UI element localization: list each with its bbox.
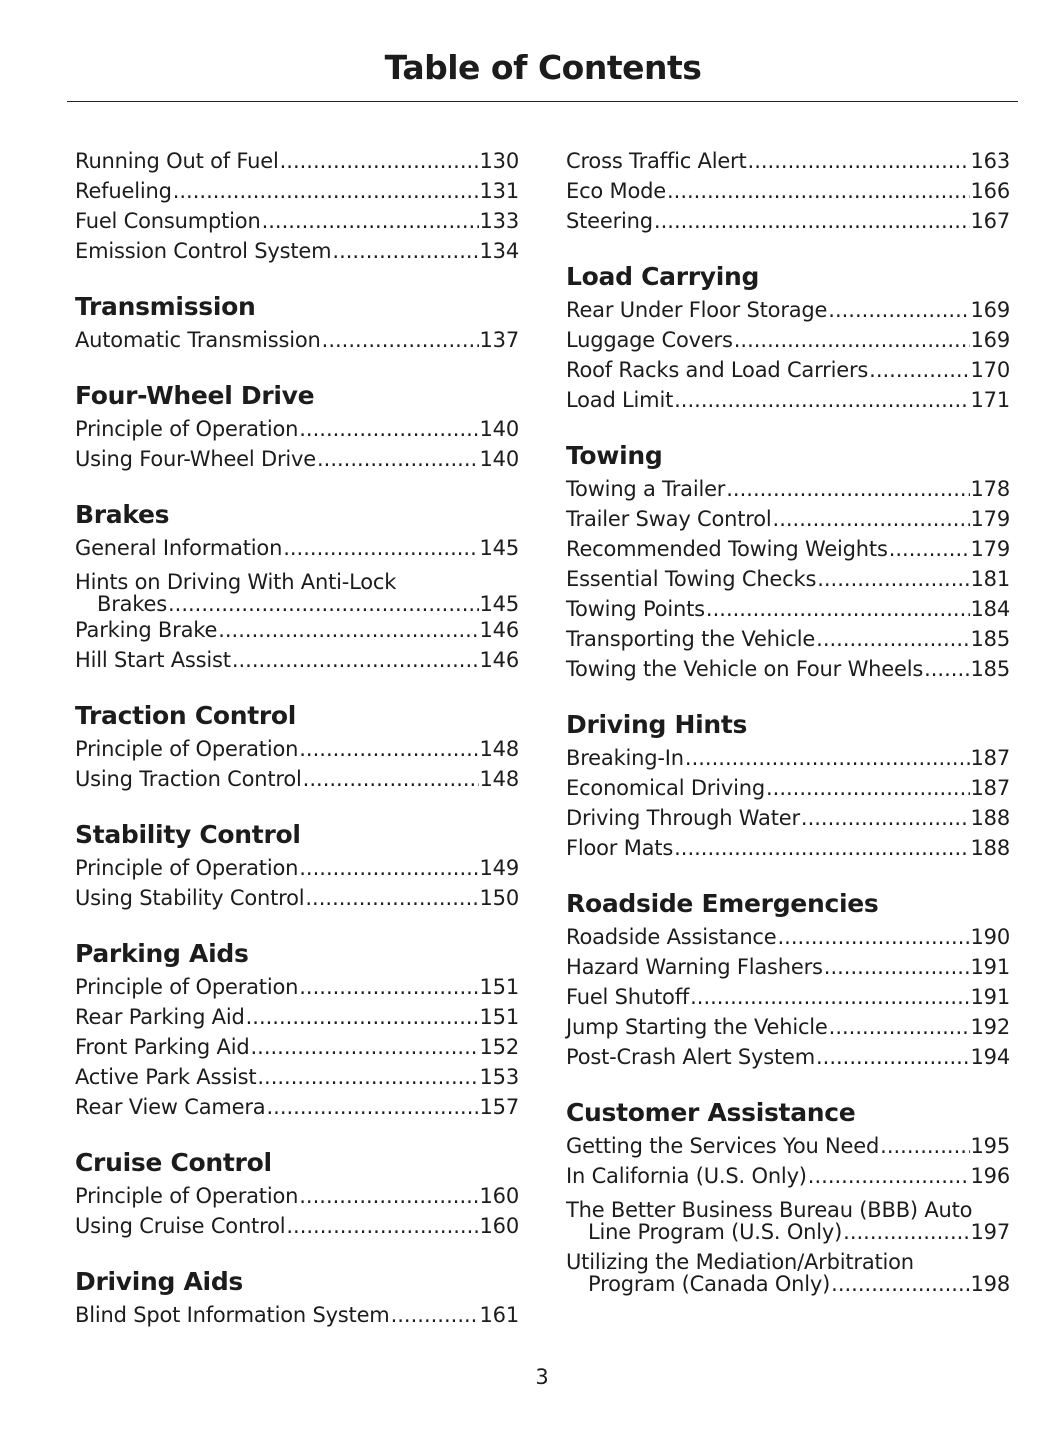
entry-title-line1: Hints on Driving With Anti-Lock bbox=[75, 570, 397, 594]
entry-title: Rear Under Floor Storage bbox=[566, 298, 828, 322]
entry-title-line1: The Better Business Bureau (BBB) Auto bbox=[566, 1198, 973, 1222]
dot-leader bbox=[250, 1032, 478, 1062]
toc-entry[interactable] bbox=[75, 1092, 519, 1122]
section-heading: Traction Control bbox=[75, 701, 297, 730]
dot-leader bbox=[299, 853, 478, 883]
entry-title: Transporting the Vehicle bbox=[566, 627, 816, 651]
dot-leader bbox=[766, 773, 970, 803]
dot-leader bbox=[391, 1300, 479, 1330]
entry-page-number: 134 bbox=[479, 239, 519, 263]
entry-title: Rear View Camera bbox=[75, 1095, 266, 1119]
dot-leader bbox=[168, 593, 479, 615]
dot-leader bbox=[773, 504, 970, 534]
entry-title: Luggage Covers bbox=[566, 328, 733, 352]
entry-page-number: 191 bbox=[970, 955, 1010, 979]
toc-entry[interactable] bbox=[566, 982, 1010, 1012]
toc-section-load-carrying bbox=[566, 261, 1010, 415]
toc-entry[interactable] bbox=[566, 952, 1010, 982]
toc-section-continued bbox=[566, 146, 1010, 236]
entry-title: Essential Towing Checks bbox=[566, 567, 817, 591]
entry-title: Cross Traffic Alert bbox=[566, 149, 747, 173]
entry-title: Hazard Warning Flashers bbox=[566, 955, 823, 979]
entry-title: Brakes bbox=[97, 592, 167, 616]
toc-entry[interactable] bbox=[566, 1042, 1010, 1072]
entry-title-line2 bbox=[75, 593, 519, 615]
dot-leader bbox=[924, 654, 969, 684]
entry-page-number: 160 bbox=[479, 1214, 519, 1238]
entry-title: Principle of Operation bbox=[75, 737, 299, 761]
toc-entry[interactable] bbox=[75, 325, 519, 355]
toc-section-towing bbox=[566, 440, 1010, 684]
entry-page-number: 188 bbox=[970, 836, 1010, 860]
entry-page-number: 161 bbox=[479, 1303, 519, 1327]
toc-entry[interactable] bbox=[75, 1062, 519, 1092]
dot-leader bbox=[801, 803, 970, 833]
dot-leader bbox=[674, 385, 969, 415]
toc-entry[interactable] bbox=[566, 594, 1010, 624]
entry-title: In California (U.S. Only) bbox=[566, 1164, 807, 1188]
section-heading: Transmission bbox=[75, 292, 256, 321]
toc-entry[interactable] bbox=[566, 176, 1010, 206]
section-heading: Load Carrying bbox=[566, 262, 760, 291]
dot-leader bbox=[778, 922, 970, 952]
entry-page-number: 166 bbox=[970, 179, 1010, 203]
entry-page-number: 140 bbox=[479, 417, 519, 441]
entry-title: Principle of Operation bbox=[75, 975, 299, 999]
dot-leader bbox=[889, 534, 970, 564]
entry-page-number: 192 bbox=[970, 1015, 1010, 1039]
page-number: 3 bbox=[535, 1365, 549, 1389]
dot-leader bbox=[824, 952, 970, 982]
dot-leader bbox=[257, 1062, 478, 1092]
toc-entry[interactable] bbox=[75, 1181, 519, 1211]
entry-title: Jump Starting the Vehicle bbox=[566, 1015, 828, 1039]
toc-section-four-wheel-drive bbox=[75, 380, 519, 474]
entry-page-number: 131 bbox=[479, 179, 519, 203]
entry-page-number: 196 bbox=[970, 1164, 1010, 1188]
dot-leader bbox=[246, 1002, 479, 1032]
entry-title: Towing a Trailer bbox=[566, 477, 726, 501]
entry-title: Recommended Towing Weights bbox=[566, 537, 888, 561]
dot-leader bbox=[843, 1221, 969, 1243]
toc-section-traction-control bbox=[75, 700, 519, 794]
dot-leader bbox=[262, 206, 479, 236]
section-heading: Driving Hints bbox=[566, 710, 748, 739]
dot-leader bbox=[690, 982, 969, 1012]
toc-section-continued bbox=[75, 146, 519, 266]
entry-page-number: 185 bbox=[970, 657, 1010, 681]
entry-title: Principle of Operation bbox=[75, 417, 299, 441]
entry-page-number: 185 bbox=[970, 627, 1010, 651]
section-heading: Driving Aids bbox=[75, 1267, 244, 1296]
entry-title: Eco Mode bbox=[566, 179, 666, 203]
toc-entry[interactable] bbox=[75, 533, 519, 563]
entry-title-line2 bbox=[566, 1221, 1010, 1243]
entry-title: Rear Parking Aid bbox=[75, 1005, 245, 1029]
entry-page-number: 151 bbox=[479, 1005, 519, 1029]
dot-leader bbox=[726, 474, 969, 504]
entry-title: Economical Driving bbox=[566, 776, 765, 800]
toc-entry[interactable] bbox=[566, 1191, 1010, 1243]
entry-title: Using Cruise Control bbox=[75, 1214, 286, 1238]
toc-entry[interactable] bbox=[566, 295, 1010, 325]
toc-entry[interactable] bbox=[566, 743, 1010, 773]
entry-title: General Information bbox=[75, 536, 283, 560]
dot-leader bbox=[232, 645, 479, 675]
entry-title: Floor Mats bbox=[566, 836, 674, 860]
dot-leader bbox=[305, 883, 478, 913]
entry-title: Fuel Consumption bbox=[75, 209, 261, 233]
section-heading: Stability Control bbox=[75, 820, 301, 849]
entry-page-number: 163 bbox=[970, 149, 1010, 173]
entry-title: Using Four-Wheel Drive bbox=[75, 447, 316, 471]
toc-entry[interactable] bbox=[566, 1131, 1010, 1161]
toc-section-parking-aids bbox=[75, 938, 519, 1122]
toc-entry[interactable] bbox=[566, 624, 1010, 654]
section-heading: Customer Assistance bbox=[566, 1098, 856, 1127]
entry-page-number: 198 bbox=[970, 1272, 1010, 1296]
dot-leader bbox=[706, 594, 970, 624]
entry-title: Fuel Shutoff bbox=[566, 985, 690, 1009]
dot-leader bbox=[734, 325, 970, 355]
toc-entry[interactable] bbox=[75, 615, 519, 645]
dot-leader bbox=[299, 1181, 478, 1211]
entry-page-number: 178 bbox=[970, 477, 1010, 501]
entry-page-number: 130 bbox=[479, 149, 519, 173]
entry-title: Trailer Sway Control bbox=[566, 507, 772, 531]
toc-entry[interactable] bbox=[566, 803, 1010, 833]
section-heading: Four-Wheel Drive bbox=[75, 381, 315, 410]
entry-title: Towing the Vehicle on Four Wheels bbox=[566, 657, 924, 681]
dot-leader bbox=[880, 1131, 969, 1161]
toc-entry[interactable] bbox=[75, 1032, 519, 1062]
entry-page-number: 145 bbox=[479, 536, 519, 560]
entry-title: Front Parking Aid bbox=[75, 1035, 250, 1059]
entry-title: Using Stability Control bbox=[75, 886, 305, 910]
entry-page-number: 195 bbox=[970, 1134, 1010, 1158]
entry-page-number: 197 bbox=[970, 1220, 1010, 1244]
entry-page-number: 148 bbox=[479, 767, 519, 791]
toc-section-cruise-control bbox=[75, 1147, 519, 1241]
entry-title: Parking Brake bbox=[75, 618, 218, 642]
entry-page-number: 152 bbox=[479, 1035, 519, 1059]
entry-page-number: 153 bbox=[479, 1065, 519, 1089]
entry-page-number: 137 bbox=[479, 328, 519, 352]
entry-page-number: 133 bbox=[479, 209, 519, 233]
entry-title: Line Program (U.S. Only) bbox=[588, 1220, 843, 1244]
entry-page-number: 171 bbox=[970, 388, 1010, 412]
dot-leader bbox=[816, 624, 969, 654]
toc-section-driving-hints bbox=[566, 709, 1010, 863]
toc-section-roadside-emergencies bbox=[566, 888, 1010, 1072]
toc-entry[interactable] bbox=[75, 146, 519, 176]
entry-page-number: 169 bbox=[970, 328, 1010, 352]
dot-leader bbox=[299, 972, 478, 1002]
toc-left-column bbox=[75, 146, 519, 1355]
entry-page-number: 146 bbox=[479, 618, 519, 642]
dot-leader bbox=[674, 833, 969, 863]
entry-title: Load Limit bbox=[566, 388, 674, 412]
toc-entry[interactable] bbox=[566, 564, 1010, 594]
dot-leader bbox=[280, 146, 479, 176]
section-heading: Towing bbox=[566, 441, 663, 470]
toc-entry[interactable] bbox=[75, 734, 519, 764]
toc-entry[interactable] bbox=[566, 1161, 1010, 1191]
entry-page-number: 140 bbox=[479, 447, 519, 471]
toc-entry[interactable] bbox=[566, 206, 1010, 236]
entry-page-number: 184 bbox=[970, 597, 1010, 621]
toc-right-column bbox=[566, 146, 1010, 1320]
toc-entry[interactable] bbox=[75, 444, 519, 474]
entry-title: Program (Canada Only) bbox=[588, 1272, 831, 1296]
entry-title: Emission Control System bbox=[75, 239, 332, 263]
entry-page-number: 160 bbox=[479, 1184, 519, 1208]
dot-leader bbox=[829, 1012, 970, 1042]
entry-page-number: 187 bbox=[970, 776, 1010, 800]
toc-entry[interactable] bbox=[75, 236, 519, 266]
dot-leader bbox=[173, 176, 479, 206]
dot-leader bbox=[869, 355, 969, 385]
dot-leader bbox=[654, 206, 970, 236]
toc-entry[interactable] bbox=[75, 853, 519, 883]
toc-section-brakes bbox=[75, 499, 519, 675]
entry-page-number: 167 bbox=[970, 209, 1010, 233]
entry-title: Principle of Operation bbox=[75, 856, 299, 880]
entry-page-number: 194 bbox=[970, 1045, 1010, 1069]
entry-title: Hill Start Assist bbox=[75, 648, 231, 672]
entry-title: Active Park Assist bbox=[75, 1065, 257, 1089]
dot-leader bbox=[283, 533, 478, 563]
toc-entry[interactable] bbox=[566, 146, 1010, 176]
section-heading: Parking Aids bbox=[75, 939, 249, 968]
entry-page-number: 190 bbox=[970, 925, 1010, 949]
dot-leader bbox=[831, 1273, 969, 1295]
entry-title-line2 bbox=[566, 1273, 1010, 1295]
toc-entry[interactable] bbox=[75, 414, 519, 444]
entry-page-number: 145 bbox=[479, 592, 519, 616]
section-heading: Roadside Emergencies bbox=[566, 889, 879, 918]
entry-title: Driving Through Water bbox=[566, 806, 800, 830]
section-heading: Brakes bbox=[75, 500, 170, 529]
dot-leader bbox=[808, 1161, 970, 1191]
toc-entry[interactable] bbox=[566, 534, 1010, 564]
entry-title: Automatic Transmission bbox=[75, 328, 321, 352]
toc-entry[interactable] bbox=[75, 645, 519, 675]
dot-leader bbox=[286, 1211, 478, 1241]
entry-page-number: 149 bbox=[479, 856, 519, 880]
toc-entry[interactable] bbox=[566, 474, 1010, 504]
entry-page-number: 150 bbox=[479, 886, 519, 910]
section-heading: Cruise Control bbox=[75, 1148, 272, 1177]
dot-leader bbox=[303, 764, 479, 794]
toc-entry[interactable] bbox=[75, 206, 519, 236]
entry-title: Refueling bbox=[75, 179, 172, 203]
entry-title: Getting the Services You Need bbox=[566, 1134, 880, 1158]
entry-page-number: 146 bbox=[479, 648, 519, 672]
dot-leader bbox=[322, 325, 479, 355]
entry-title: Blind Spot Information System bbox=[75, 1303, 390, 1327]
toc-entry[interactable] bbox=[75, 764, 519, 794]
entry-page-number: 169 bbox=[970, 298, 1010, 322]
toc-entry[interactable] bbox=[566, 385, 1010, 415]
toc-section-driving-aids bbox=[75, 1266, 519, 1330]
dot-leader bbox=[332, 236, 478, 266]
dot-leader bbox=[667, 176, 970, 206]
entry-title: Breaking-In bbox=[566, 746, 684, 770]
entry-page-number: 170 bbox=[970, 358, 1010, 382]
toc-entry[interactable] bbox=[566, 833, 1010, 863]
entry-title: Steering bbox=[566, 209, 653, 233]
entry-title-line1: Utilizing the Mediation/Arbitration bbox=[566, 1250, 914, 1274]
toc-entry[interactable] bbox=[566, 325, 1010, 355]
entry-title: Roadside Assistance bbox=[566, 925, 777, 949]
toc-entry[interactable] bbox=[75, 563, 519, 615]
toc-entry[interactable] bbox=[566, 654, 1010, 684]
toc-entry[interactable] bbox=[566, 504, 1010, 534]
entry-title: Roof Racks and Load Carriers bbox=[566, 358, 869, 382]
toc-entry[interactable] bbox=[75, 1211, 519, 1241]
entry-page-number: 157 bbox=[479, 1095, 519, 1119]
dot-leader bbox=[748, 146, 970, 176]
entry-title: Towing Points bbox=[566, 597, 705, 621]
dot-leader bbox=[299, 734, 478, 764]
entry-title: Using Traction Control bbox=[75, 767, 302, 791]
toc-section-transmission bbox=[75, 291, 519, 355]
entry-page-number: 179 bbox=[970, 537, 1010, 561]
toc-entry[interactable] bbox=[75, 972, 519, 1002]
toc-section-customer-assistance bbox=[566, 1097, 1010, 1295]
entry-page-number: 191 bbox=[970, 985, 1010, 1009]
toc-entry[interactable] bbox=[566, 1012, 1010, 1042]
dot-leader bbox=[266, 1092, 478, 1122]
entry-page-number: 148 bbox=[479, 737, 519, 761]
title-divider bbox=[67, 101, 1018, 102]
dot-leader bbox=[685, 743, 970, 773]
toc-entry[interactable] bbox=[75, 176, 519, 206]
entry-title: Principle of Operation bbox=[75, 1184, 299, 1208]
dot-leader bbox=[816, 1042, 970, 1072]
dot-leader bbox=[828, 295, 969, 325]
toc-entry[interactable] bbox=[75, 1002, 519, 1032]
dot-leader bbox=[218, 615, 478, 645]
toc-entry[interactable] bbox=[566, 355, 1010, 385]
toc-entry[interactable] bbox=[566, 1243, 1010, 1295]
dot-leader bbox=[299, 414, 478, 444]
dot-leader bbox=[317, 444, 479, 474]
entry-title: Post-Crash Alert System bbox=[566, 1045, 815, 1069]
entry-page-number: 181 bbox=[970, 567, 1010, 591]
entry-page-number: 151 bbox=[479, 975, 519, 999]
toc-entry[interactable] bbox=[75, 883, 519, 913]
entry-page-number: 188 bbox=[970, 806, 1010, 830]
entry-page-number: 179 bbox=[970, 507, 1010, 531]
entry-title: Running Out of Fuel bbox=[75, 149, 279, 173]
dot-leader bbox=[817, 564, 969, 594]
toc-entry[interactable] bbox=[566, 773, 1010, 803]
toc-section-stability-control bbox=[75, 819, 519, 913]
toc-entry[interactable] bbox=[75, 1300, 519, 1330]
toc-entry[interactable] bbox=[566, 922, 1010, 952]
page-title: Table of Contents bbox=[384, 48, 702, 87]
entry-page-number: 187 bbox=[970, 746, 1010, 770]
